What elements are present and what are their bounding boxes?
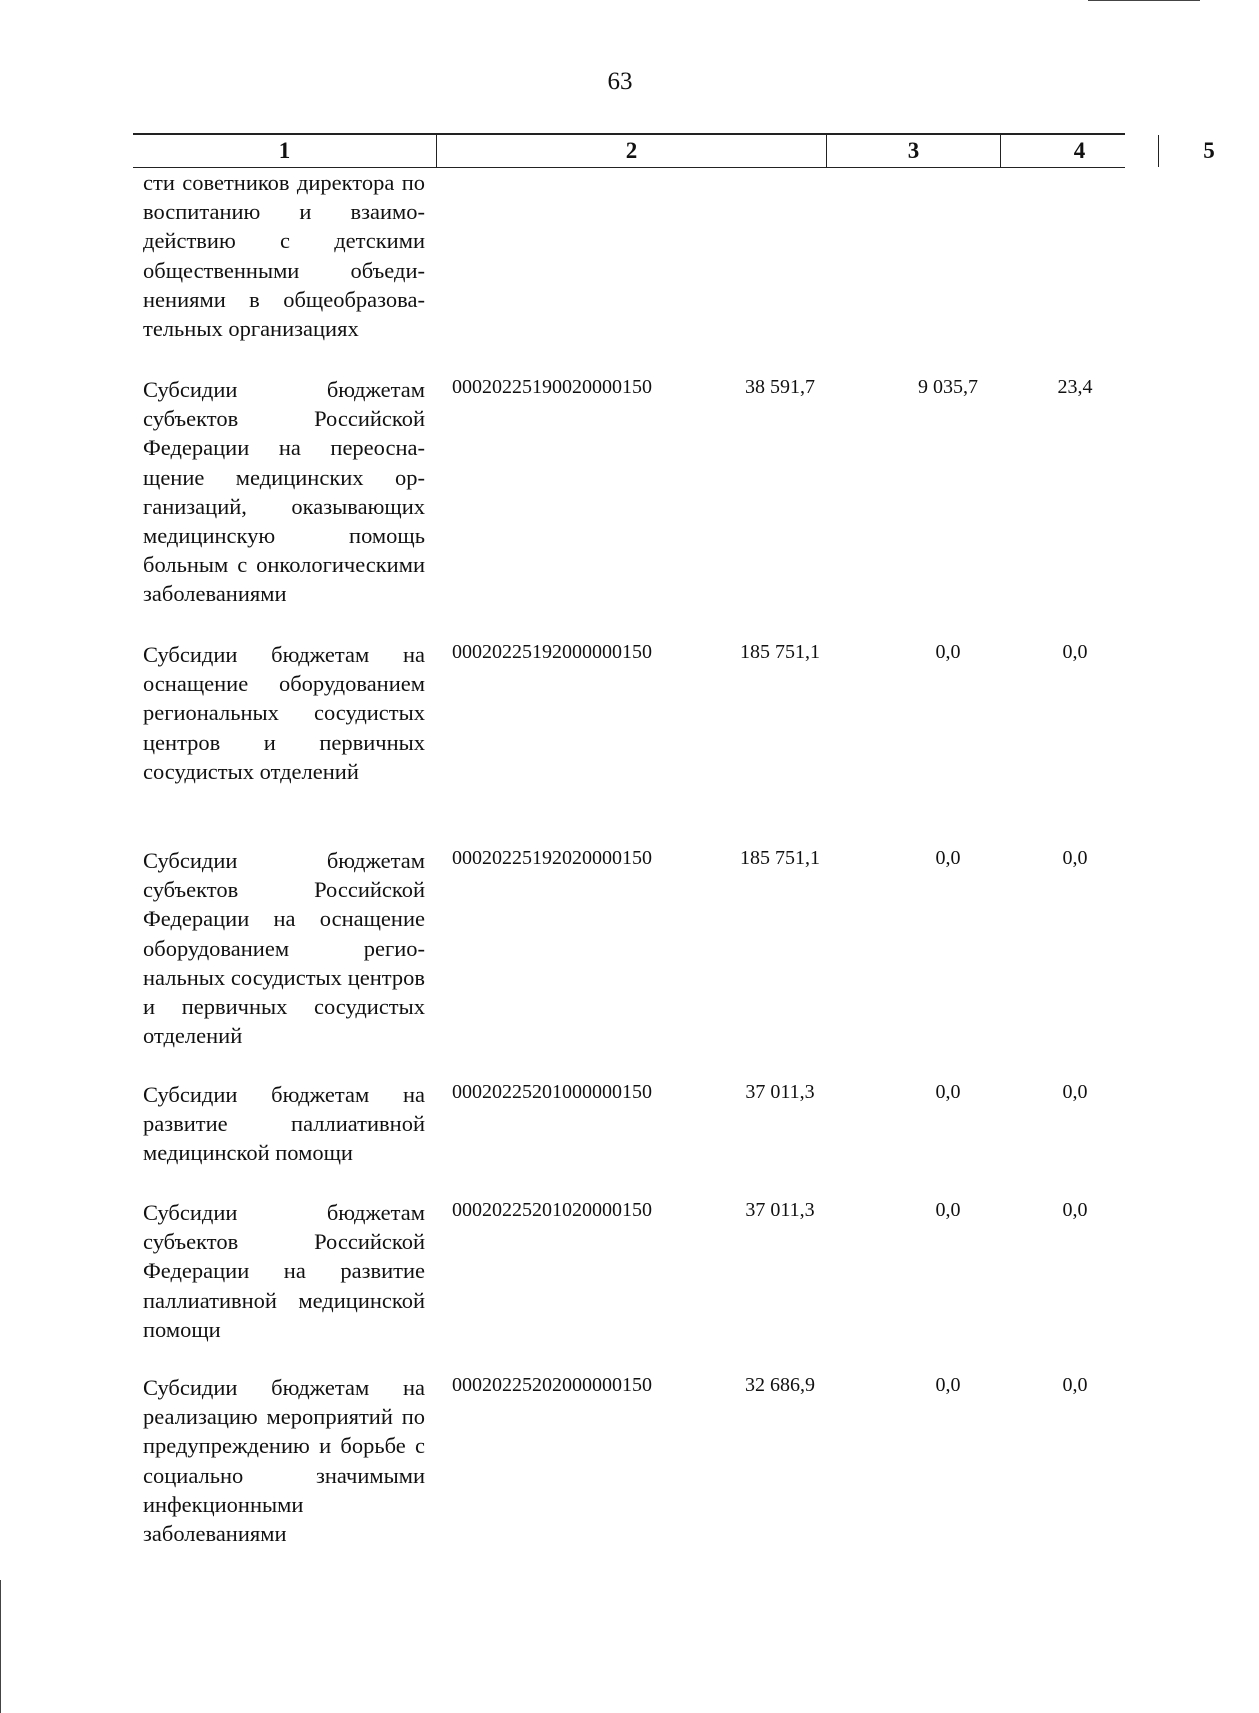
row-value-4: 9 035,7 [918, 376, 978, 398]
scan-edge-line [1088, 0, 1200, 1]
column-header-3: 3 [907, 138, 920, 163]
row-description: Субсидии бюджетам субъектов Российской Федерации на переоснащение медицинских организаций, оказывающих медицинскую помощь больным с онкологическими заболеваниями [143, 377, 425, 607]
row-description: Субсидии бюджетам на оснащение оборудованием региональных сосудистых центров и первичных сосудистых отделений [143, 642, 425, 784]
row-code: 00020225201000000150 [452, 1081, 652, 1103]
row-code: 00020225192020000150 [452, 847, 652, 869]
row-description: Субсидии бюджетам субъектов Российской Федерации на оснащение оборудованием региональных сосудистых центров и первичных сосудистых отделений [143, 848, 425, 1049]
row-value-3: 185 751,1 [740, 847, 820, 869]
column-header-1: 1 [278, 138, 291, 163]
page-number: 63 [607, 68, 633, 95]
row-value-3: 38 591,7 [745, 376, 815, 398]
row-description: сти советников директора по воспитанию и взаимодействию с детскими общественными объединениями в общеобразовательных организациях [143, 170, 425, 342]
row-description: Субсидии бюджетам на развитие паллиативной медицинской помощи [143, 1082, 425, 1166]
row-value-3: 32 686,9 [745, 1374, 815, 1396]
row-value-4: 0,0 [935, 1081, 961, 1103]
row-value-3: 37 011,3 [745, 1081, 815, 1103]
row-value-4: 0,0 [935, 1374, 961, 1396]
table-header [133, 133, 1215, 168]
row-value-4: 0,0 [935, 641, 961, 663]
row-value-3: 185 751,1 [740, 641, 820, 663]
row-value-4: 0,0 [935, 847, 961, 869]
row-value-5: 0,0 [1062, 1199, 1088, 1221]
row-value-5: 0,0 [1062, 847, 1088, 869]
row-value-4: 0,0 [935, 1199, 961, 1221]
row-value-5: 23,4 [1057, 376, 1093, 398]
column-header-5: 5 [1203, 138, 1215, 163]
row-code: 00020225192000000150 [452, 641, 652, 663]
row-description: Субсидии бюджетам субъектов Российской Федерации на развитие паллиативной медицинской помощи [143, 1200, 425, 1342]
row-value-5: 0,0 [1062, 1374, 1088, 1396]
row-code: 00020225202000000150 [452, 1374, 652, 1396]
column-header-4: 4 [1073, 138, 1086, 163]
row-value-5: 0,0 [1062, 1081, 1088, 1103]
row-code: 00020225201020000150 [452, 1199, 652, 1221]
row-value-5: 0,0 [1062, 641, 1088, 663]
scan-edge-line [0, 1580, 1, 1713]
row-code: 00020225190020000150 [452, 376, 652, 398]
column-header-2: 2 [625, 138, 638, 163]
row-value-3: 37 011,3 [745, 1199, 815, 1221]
row-description: Субсидии бюджетам на реализацию мероприятий по предупреждению и борьбе с социально значимыми инфекционными заболеваниями [143, 1375, 425, 1547]
